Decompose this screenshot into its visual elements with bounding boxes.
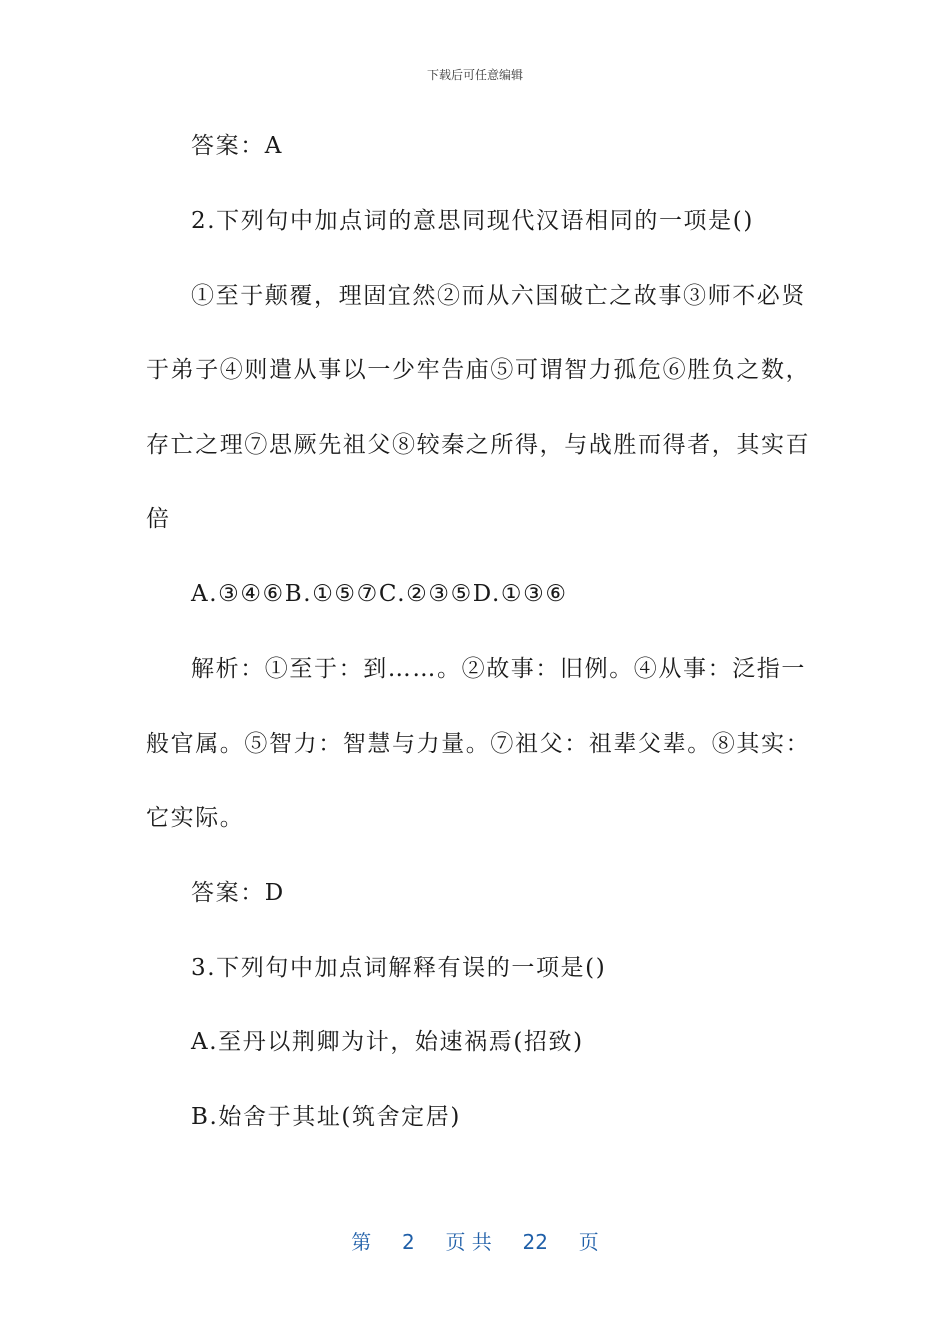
question-3-option-a: A.至丹以荆卿为计，始速祸焉(招致) [191,1029,584,1055]
question-3-option-b: B.始舍于其址(筑舍定居) [191,1104,461,1130]
footer-prefix: 第 [351,1230,372,1254]
analysis-line-3: 它实际。 [146,805,245,831]
question-2-text-line-3: 存亡之理⑦思厥先祖父⑧较秦之所得，与战胜而得者，其实百 [146,432,811,458]
question-2-options: A.③④⑥B.①⑤⑦C.②③⑤D.①③⑥ [191,581,568,607]
question-2-text-line-2: 于弟子④则遣从事以一少牢告庙⑤可谓智力孤危⑥胜负之数， [146,357,811,383]
answer-1: 答案：A [191,133,284,159]
question-3: 3.下列句中加点词解释有误的一项是() [191,955,607,981]
footer-total-pages: 22 [522,1230,548,1254]
page-footer [0,1226,950,1255]
analysis-line-2: 般官属。⑤智力：智慧与力量。⑦祖父：祖辈父辈。⑧其实： [146,731,811,757]
question-2: 2.下列句中加点词的意思同现代汉语相同的一项是() [191,208,754,234]
analysis-line-1: 解析：①至于：到……。②故事：旧例。④从事：泛指一 [191,656,806,682]
footer-current-page: 2 [402,1230,415,1254]
answer-2: 答案：D [191,880,285,906]
footer-middle: 页 共 [445,1230,492,1254]
question-2-text-line-1: ①至于颠覆，理固宜然②而从六国破亡之故事③师不必贤 [191,283,806,309]
question-2-text-line-4: 倍 [146,506,171,532]
footer-suffix: 页 [578,1230,599,1254]
page-header: 下载后可任意编辑 [426,68,523,82]
